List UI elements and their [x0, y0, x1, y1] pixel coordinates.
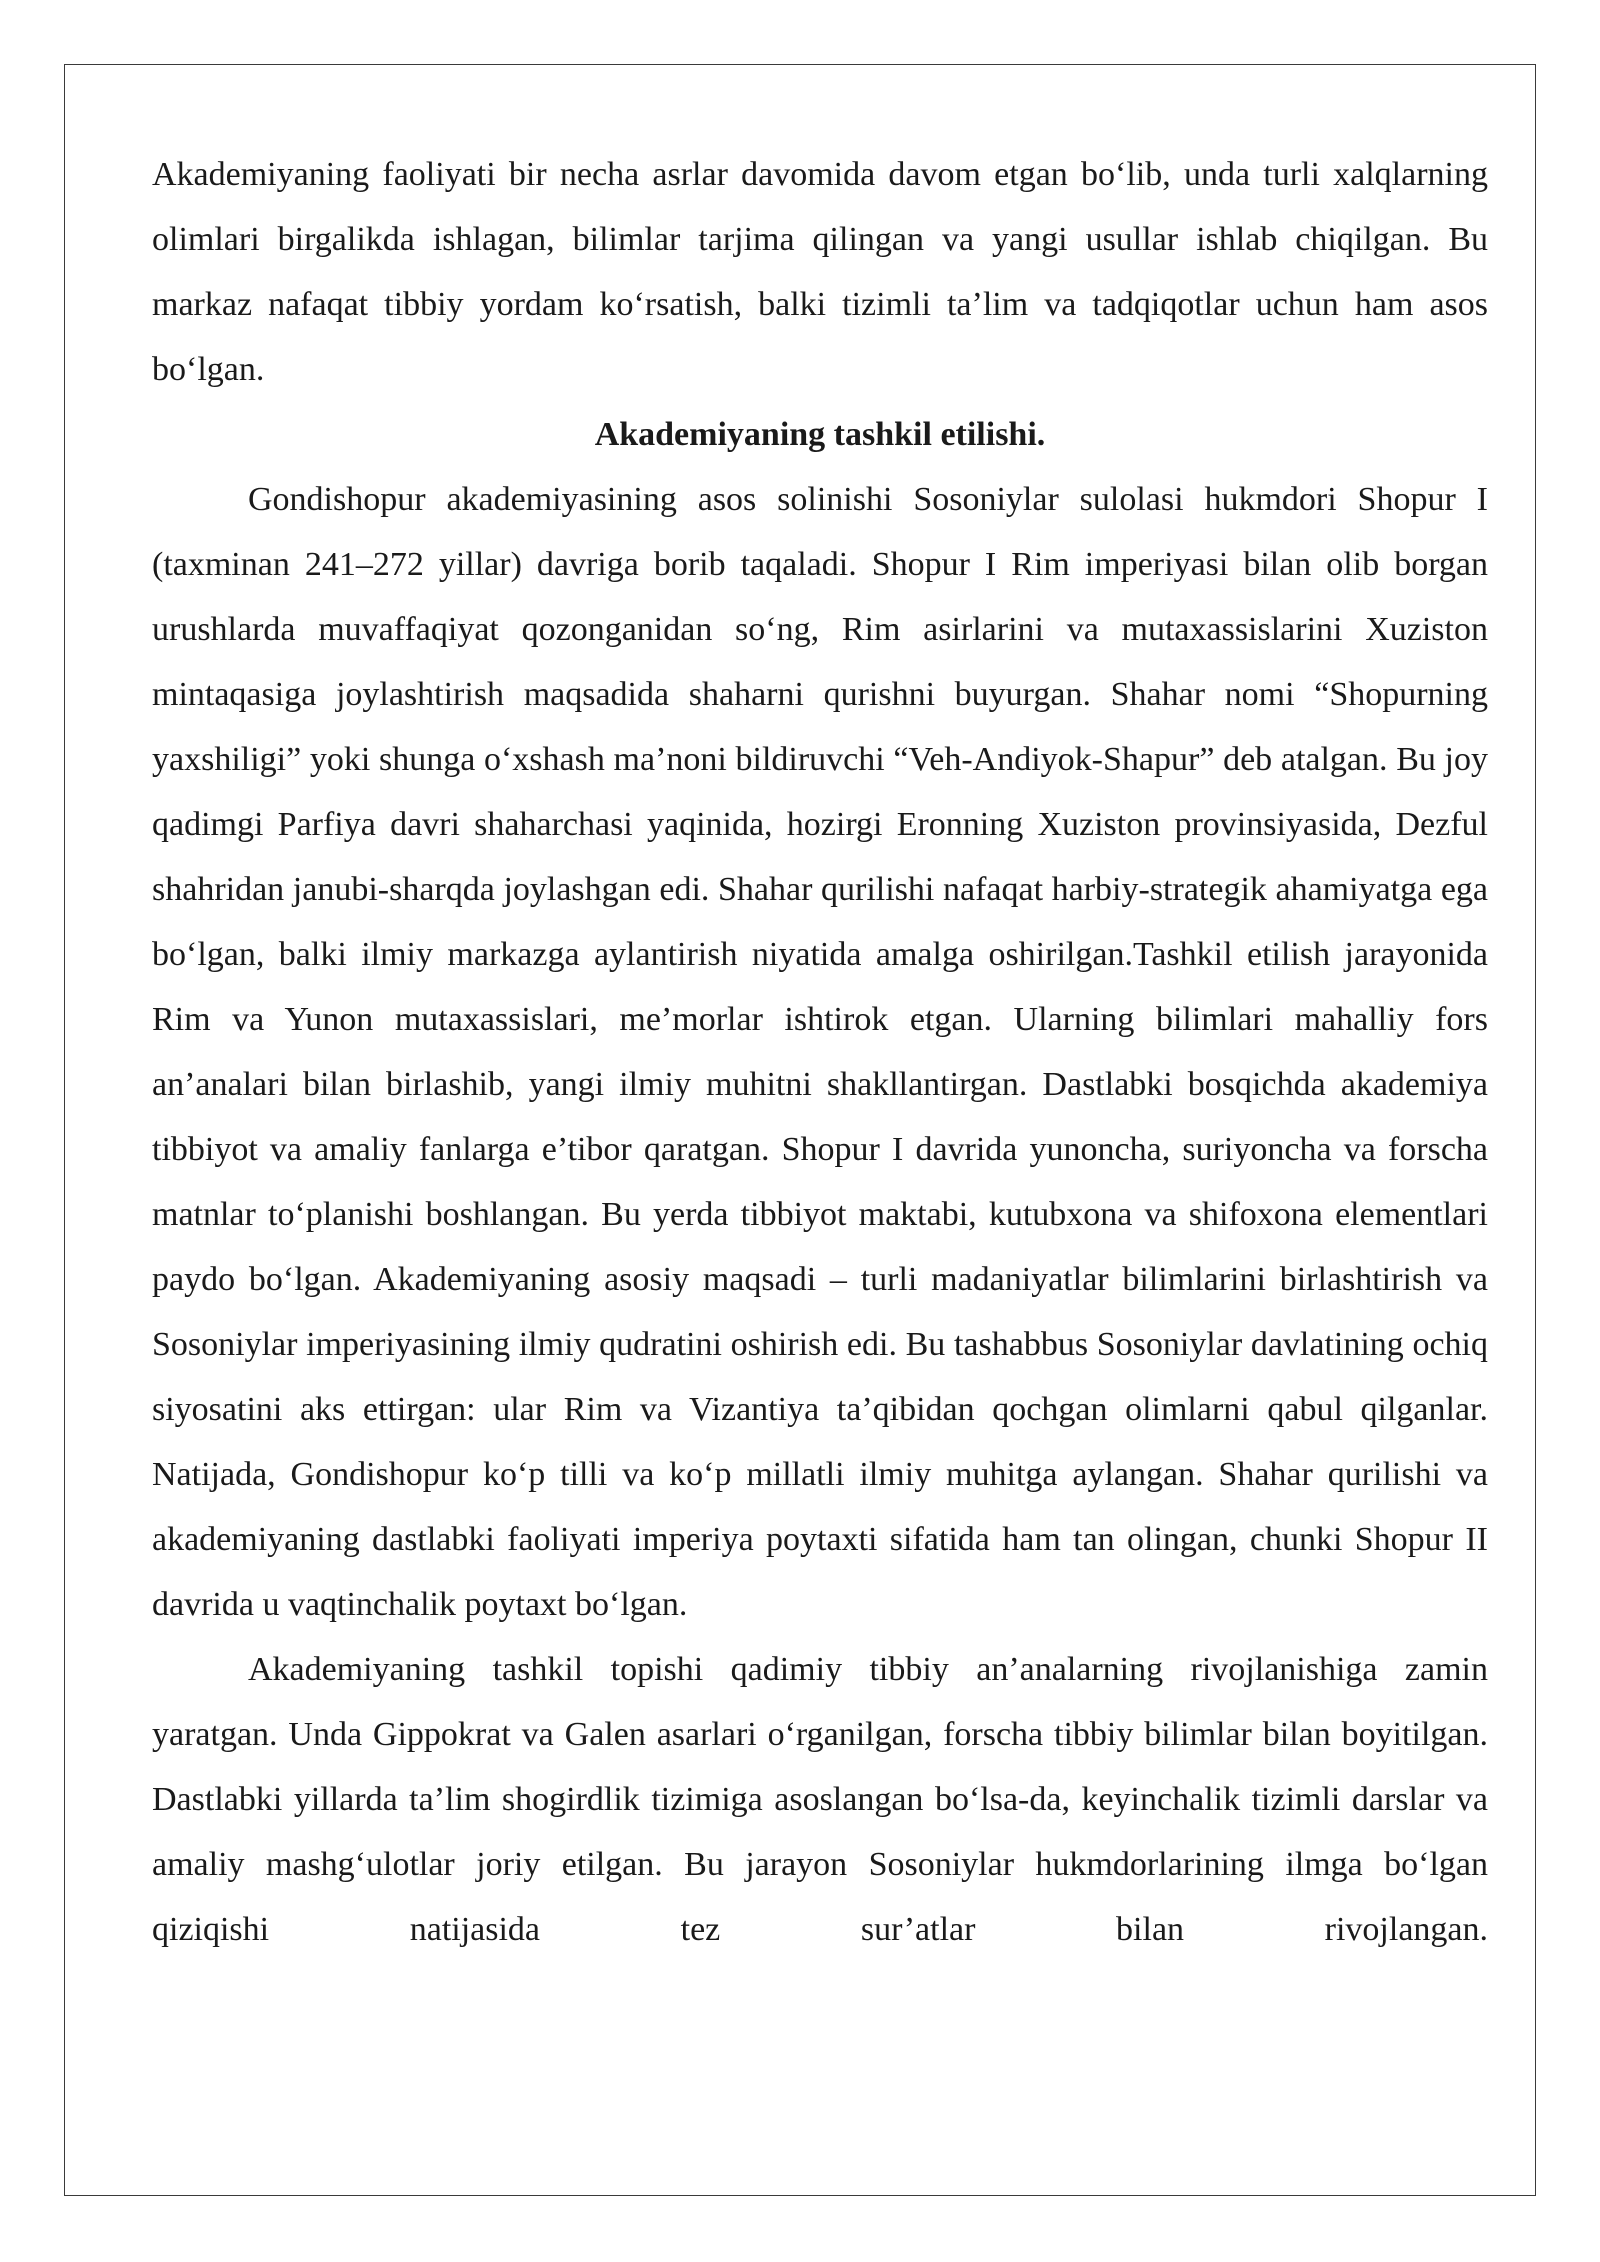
paragraph-intro: Akademiyaning faoliyati bir necha asrlar davomida davom etgan bo‘lib, unda turli xalqlarning olimlari birgalikda ishlagan, bilimlar tarjima qilingan va yangi usullar ishlab chiqilgan. Bu markaz nafaqat tibbiy yordam ko‘rsatish, balki tizimli ta’lim va tadqiqotlar uchun ham asos bo‘lgan. — [152, 156, 1488, 388]
section-heading: Akademiyaning tashkil etilishi. — [594, 416, 1046, 453]
paragraph-development: Akademiyaning tashkil topishi qadimiy tibbiy an’analarning rivojlanishiga zamin yaratgan. Unda Gippokrat va Galen asarlari o‘rganilgan, forscha tibbiy bilimlar bilan boyitilgan. Dastlabki yillarda ta’lim shogirdlik tizimiga asoslangan bo‘lsa-da, keyinchalik tizimli darslar va amaliy mashg‘ulotlar joriy etilgan. Bu jarayon Sosoniylar hukmdorlarining ilmga bo‘lgan qiziqishi natijasida tez sur’atlar bilan rivojlangan. — [152, 1651, 1488, 1948]
document-body — [152, 142, 1488, 1962]
paragraph-founding: Gondishopur akademiyasining asos solinishi Sosoniylar sulolasi hukmdori Shopur I (taxminan 241–272 yillar) davriga borib taqaladi. Shopur I Rim imperiyasi bilan olib borgan urushlarda muvaffaqiyat qozonganidan so‘ng, Rim asirlarini va mutaxassislarini Xuziston mintaqasiga joylashtirish maqsadida shaharni qurishni buyurgan. Shahar nomi “Shopurning yaxshiligi” yoki shunga o‘xshash ma’noni bildiruvchi “Veh-Andiyok-Shapur” deb atalgan. Bu joy qadimgi Parfiya davri shaharchasi yaqinida, hozirgi Eronning Xuziston provinsiyasida, Dezful shahridan janubi-sharqda joylashgan edi. Shahar qurilishi nafaqat harbiy-strategik ahamiyatga ega bo‘lgan, balki ilmiy markazga aylantirish niyatida amalga oshirilgan.Tashkil etilish jarayonida Rim va Yunon mutaxassislari, me’morlar ishtirok etgan. Ularning bilimlari mahalliy fors an’analari bilan birlashib, yangi ilmiy muhitni shakllantirgan. Dastlabki bosqichda akademiya tibbiyot va amaliy fanlarga e’tibor qaratgan. Shopur I davrida yunoncha, suriyoncha va forscha matnlar to‘planishi boshlangan. Bu yerda tibbiyot maktabi, kutubxona va shifoxona elementlari paydo bo‘lgan. Akademiyaning asosiy maqsadi – turli madaniyatlar bilimlarini birlashtirish va Sosoniylar imperiyasining ilmiy qudratini oshirish edi. Bu tashabbus Sosoniylar davlatining ochiq siyosatini aks ettirgan: ular Rim va Vizantiya ta’qibidan qochgan olimlarni qabul qilganlar. Natijada, Gondishopur ko‘p tilli va ko‘p millatli ilmiy muhitga aylangan. Shahar qurilishi va akademiyaning dastlabki faoliyati imperiya poytaxti sifatida ham tan olingan, chunki Shopur II davrida u vaqtinchalik poytaxt bo‘lgan. — [152, 481, 1488, 1623]
